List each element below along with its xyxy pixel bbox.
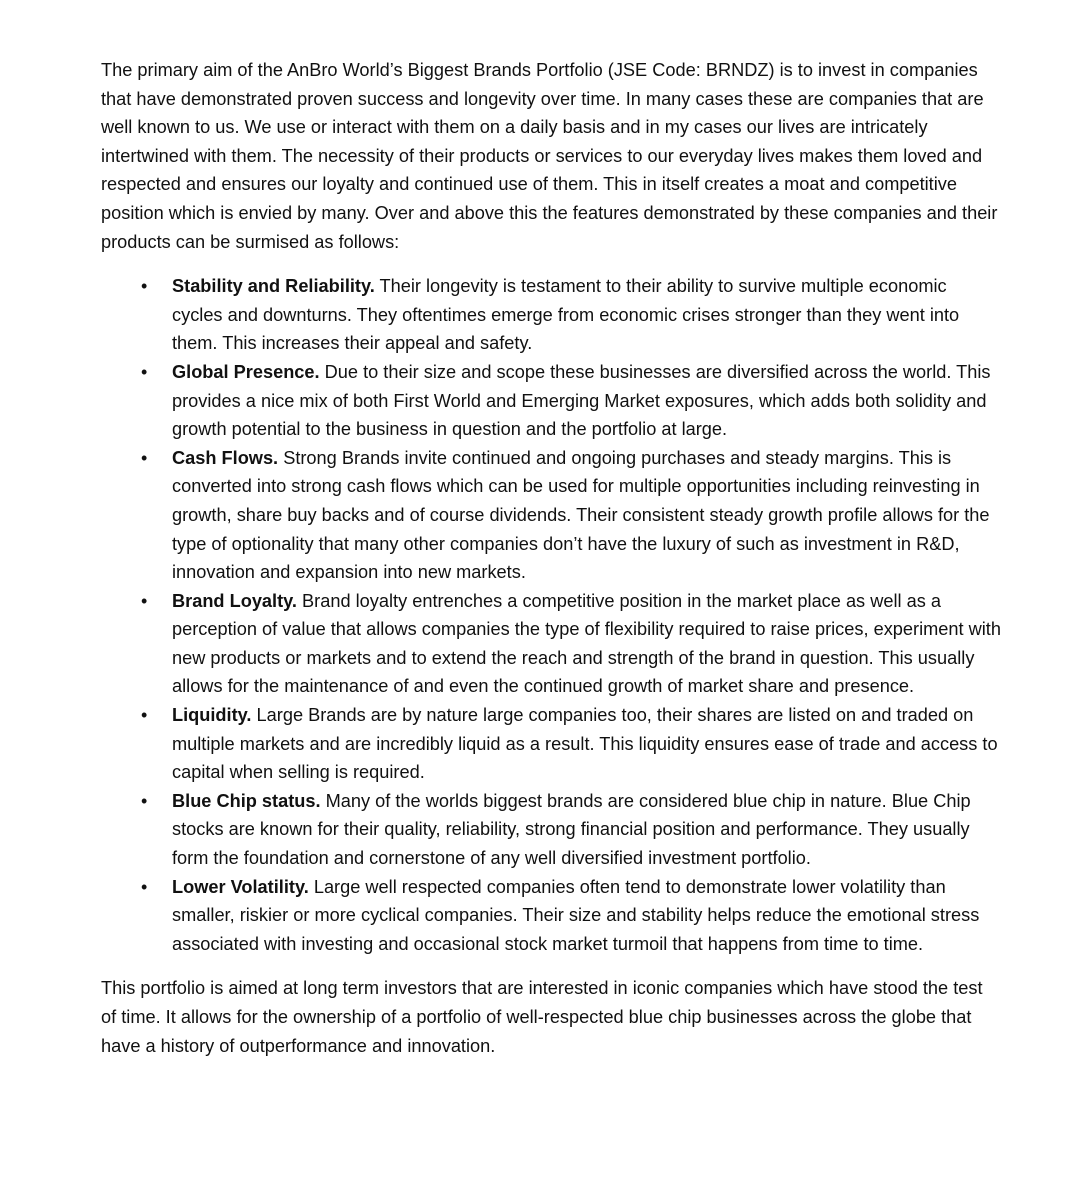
bullet-icon: • <box>141 876 148 897</box>
bullet-icon: • <box>141 276 148 297</box>
feature-list <box>101 272 1001 958</box>
bullet-icon: • <box>141 790 148 811</box>
feature-text: Large Brands are by nature large companies too, their shares are listed on and traded on multiple markets and are incredibly liquid as a result. This liquidity ensures ease of trade and access to capital when selling is required. <box>172 705 998 783</box>
list-item-blue-chip <box>101 787 1001 873</box>
list-item-brand-loyalty <box>101 587 1001 701</box>
list-item-cash-flows <box>101 444 1001 587</box>
feature-term: Liquidity. <box>172 705 252 726</box>
list-item-global-presence <box>101 358 1001 444</box>
feature-term: Cash Flows. <box>172 447 279 468</box>
bullet-icon: • <box>141 705 148 726</box>
bullet-icon: • <box>141 447 148 468</box>
feature-text: Brand loyalty entrenches a competitive position in the market place as well as a perception of value that allows companies the type of flexibility required to raise prices, experiment with new products or markets and to extend the reach and strength of the brand in question. This usually allows for the maintenance of and even the continued growth of market share and presence. <box>172 590 1001 697</box>
feature-term: Blue Chip status. <box>172 790 321 811</box>
list-item-lower-volatility <box>101 873 1001 959</box>
bullet-icon: • <box>141 590 148 611</box>
document-page <box>101 56 1001 1060</box>
feature-text: Due to their size and scope these businesses are diversified across the world. This provides a nice mix of both First World and Emerging Market exposures, which adds both solidity and growth potential to the business in question and the portfolio at large. <box>172 361 991 440</box>
intro-paragraph: The primary aim of the AnBro World’s Biggest Brands Portfolio (JSE Code: BRNDZ) is to invest in companies that have demonstrated proven success and longevity over time. In many cases these are companies that are well known to us. We use or interact with them on a daily basis and in my cases our lives are intricately intertwined with them. The necessity of their products or services to our everyday lives makes them loved and respected and ensures our loyalty and continued use of them. This in itself creates a moat and competitive position which is envied by many. Over and above this the features demonstrated by these companies and their products can be surmised as follows: <box>101 60 998 252</box>
feature-term: Lower Volatility. <box>172 876 309 897</box>
bullet-icon: • <box>141 361 148 382</box>
feature-text: Large well respected companies often tend to demonstrate lower volatility than smaller, riskier or more cyclical companies. Their size and stability helps reduce the emotional stress associated with investing and occasional stock market turmoil that happens from time to time. <box>172 876 980 954</box>
list-item-liquidity <box>101 701 1001 787</box>
feature-text: Strong Brands invite continued and ongoing purchases and steady margins. This is converted into strong cash flows which can be used for multiple opportunities including reinvesting in growth, share buy backs and of course dividends. Their consistent steady growth profile allows for the type of optionality that many other companies don’t have the luxury of such as investment in R&D, innovation and expansion into new markets. <box>172 447 990 583</box>
feature-term: Brand Loyalty. <box>172 590 297 611</box>
list-item-stability <box>101 272 1001 358</box>
feature-term: Global Presence. <box>172 361 320 382</box>
feature-text: Many of the worlds biggest brands are considered blue chip in nature. Blue Chip stocks are known for their quality, reliability, strong financial position and performance. They usually form the foundation and cornerstone of any well diversified investment portfolio. <box>172 790 971 869</box>
feature-term: Stability and Reliability. <box>172 276 375 297</box>
conclusion-paragraph: This portfolio is aimed at long term investors that are interested in iconic companies which have stood the test of time. It allows for the ownership of a portfolio of well-respected blue chip businesses across the globe that have a history of outperformance and innovation. <box>101 978 983 1056</box>
feature-text: Their longevity is testament to their ability to survive multiple economic cycles and downturns. They oftentimes emerge from economic crises stronger than they went into them. This increases their appeal and safety. <box>172 276 960 354</box>
